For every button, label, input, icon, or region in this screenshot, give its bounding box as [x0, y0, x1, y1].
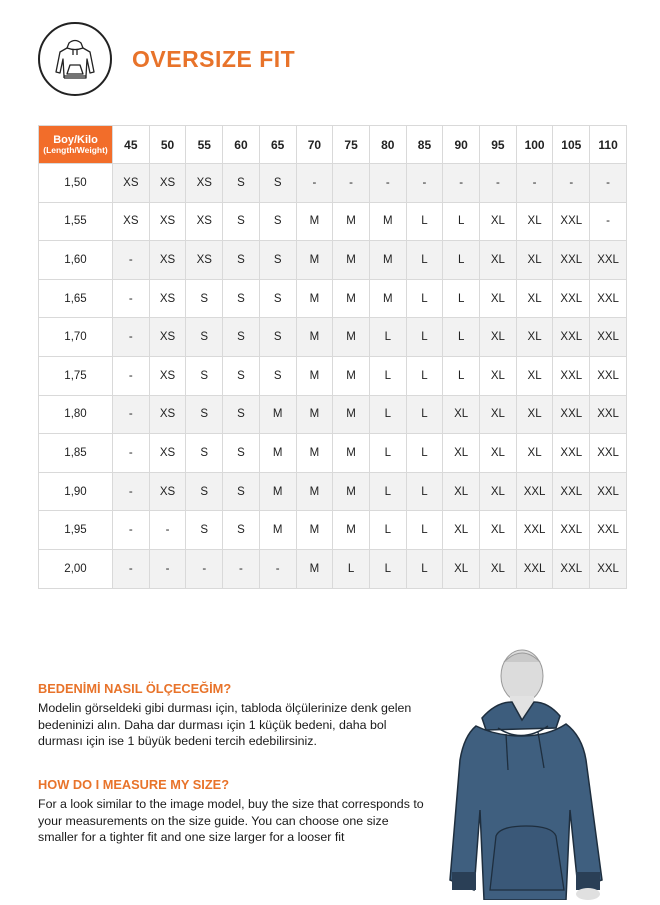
- size-cell: XL: [516, 279, 553, 318]
- size-cell: S: [186, 395, 223, 434]
- size-cell: S: [259, 202, 296, 241]
- size-cell: XXL: [590, 511, 627, 550]
- size-cell: -: [590, 202, 627, 241]
- size-cell: M: [333, 202, 370, 241]
- weight-header: 80: [369, 126, 406, 164]
- size-cell: XL: [516, 318, 553, 357]
- size-cell: XXL: [553, 279, 590, 318]
- size-cell: M: [259, 434, 296, 473]
- table-row: [39, 395, 627, 434]
- size-cell: XXL: [590, 318, 627, 357]
- size-cell: -: [113, 472, 150, 511]
- size-cell: XL: [480, 511, 517, 550]
- size-cell: XL: [516, 434, 553, 473]
- size-cell: L: [443, 241, 480, 280]
- size-cell: XXL: [553, 356, 590, 395]
- size-cell: XXL: [590, 549, 627, 588]
- size-cell: L: [406, 318, 443, 357]
- table-row: [39, 472, 627, 511]
- size-cell: XS: [149, 434, 186, 473]
- size-cell: M: [296, 356, 333, 395]
- size-cell: XS: [149, 164, 186, 203]
- size-cell: S: [259, 279, 296, 318]
- size-cell: L: [369, 472, 406, 511]
- table-row: [39, 241, 627, 280]
- size-cell: XS: [149, 318, 186, 357]
- size-cell: S: [223, 279, 260, 318]
- size-cell: M: [333, 318, 370, 357]
- size-cell: L: [406, 434, 443, 473]
- size-cell: -: [186, 549, 223, 588]
- size-cell: XL: [480, 395, 517, 434]
- size-cell: L: [369, 318, 406, 357]
- size-cell: M: [333, 356, 370, 395]
- size-cell: M: [296, 511, 333, 550]
- size-cell: L: [369, 395, 406, 434]
- size-cell: -: [223, 549, 260, 588]
- size-cell: XL: [480, 434, 517, 473]
- size-cell: XXL: [516, 472, 553, 511]
- size-cell: M: [369, 241, 406, 280]
- size-cell: -: [516, 164, 553, 203]
- size-cell: S: [223, 356, 260, 395]
- size-cell: -: [149, 511, 186, 550]
- size-cell: S: [259, 318, 296, 357]
- size-cell: S: [186, 279, 223, 318]
- guide-heading-tr: BEDENİMİ NASIL ÖLÇECEĞİM?: [38, 681, 232, 696]
- table-row: [39, 279, 627, 318]
- table-header-row: [39, 126, 627, 164]
- size-cell: S: [223, 511, 260, 550]
- size-cell: -: [113, 279, 150, 318]
- size-cell: M: [296, 472, 333, 511]
- size-cell: XXL: [553, 241, 590, 280]
- size-cell: -: [113, 241, 150, 280]
- size-cell: XS: [149, 279, 186, 318]
- size-cell: -: [333, 164, 370, 203]
- size-cell: XXL: [590, 434, 627, 473]
- size-cell: XS: [149, 356, 186, 395]
- size-cell: XL: [443, 434, 480, 473]
- size-cell: XL: [516, 241, 553, 280]
- height-label: 2,00: [39, 549, 113, 588]
- size-cell: L: [406, 549, 443, 588]
- size-cell: M: [296, 202, 333, 241]
- weight-header: 85: [406, 126, 443, 164]
- size-cell: XXL: [553, 202, 590, 241]
- size-cell: S: [186, 511, 223, 550]
- hoodie-logo: [38, 22, 112, 96]
- weight-header: 95: [480, 126, 517, 164]
- size-cell: L: [406, 472, 443, 511]
- size-cell: -: [149, 549, 186, 588]
- size-cell: L: [443, 318, 480, 357]
- guide-heading-en: HOW DO I MEASURE MY SIZE?: [38, 777, 230, 792]
- size-cell: S: [259, 356, 296, 395]
- size-cell: -: [296, 164, 333, 203]
- size-cell: -: [113, 395, 150, 434]
- size-cell: XXL: [553, 318, 590, 357]
- size-cell: L: [369, 356, 406, 395]
- height-label: 1,70: [39, 318, 113, 357]
- size-cell: M: [333, 511, 370, 550]
- weight-header: 75: [333, 126, 370, 164]
- size-cell: S: [186, 318, 223, 357]
- size-cell: XS: [186, 202, 223, 241]
- size-cell: XXL: [590, 241, 627, 280]
- size-cell: -: [113, 511, 150, 550]
- height-label: 1,95: [39, 511, 113, 550]
- size-cell: XL: [443, 395, 480, 434]
- size-cell: XXL: [553, 511, 590, 550]
- size-cell: L: [443, 202, 480, 241]
- model-illustration: [436, 640, 636, 900]
- size-cell: XXL: [516, 549, 553, 588]
- size-cell: L: [406, 356, 443, 395]
- corner-label: Boy/Kilo: [53, 133, 98, 146]
- size-cell: S: [223, 164, 260, 203]
- table-row: [39, 318, 627, 357]
- size-cell: S: [259, 164, 296, 203]
- height-label: 1,55: [39, 202, 113, 241]
- size-cell: M: [296, 549, 333, 588]
- size-cell: XS: [113, 164, 150, 203]
- size-cell: XL: [480, 356, 517, 395]
- size-cell: -: [259, 549, 296, 588]
- size-cell: L: [406, 202, 443, 241]
- size-cell: M: [296, 318, 333, 357]
- size-cell: XS: [149, 202, 186, 241]
- size-cell: XL: [443, 472, 480, 511]
- size-cell: -: [443, 164, 480, 203]
- size-cell: XS: [113, 202, 150, 241]
- weight-header: 50: [149, 126, 186, 164]
- size-cell: S: [186, 472, 223, 511]
- size-cell: M: [333, 472, 370, 511]
- size-cell: -: [553, 164, 590, 203]
- weight-header: 70: [296, 126, 333, 164]
- size-cell: L: [406, 395, 443, 434]
- size-cell: XL: [516, 395, 553, 434]
- size-cell: -: [113, 549, 150, 588]
- size-cell: -: [480, 164, 517, 203]
- size-cell: XL: [480, 549, 517, 588]
- size-cell: XS: [149, 395, 186, 434]
- corner-header: [39, 126, 113, 164]
- size-cell: S: [223, 202, 260, 241]
- table-row: [39, 511, 627, 550]
- size-cell: M: [369, 279, 406, 318]
- size-cell: S: [223, 434, 260, 473]
- model-hoodie-image: [436, 640, 636, 900]
- size-cell: -: [113, 318, 150, 357]
- size-cell: XL: [480, 202, 517, 241]
- guide-body-en: For a look similar to the image model, buy the size that corresponds to your measurements on the size guide. You can choose one size smaller for a tighter fit and one size larger for a looser fit: [38, 797, 424, 845]
- size-cell: L: [443, 356, 480, 395]
- height-label: 1,90: [39, 472, 113, 511]
- size-cell: XL: [516, 202, 553, 241]
- size-cell: XS: [149, 241, 186, 280]
- size-cell: S: [186, 356, 223, 395]
- size-cell: L: [369, 511, 406, 550]
- size-cell: -: [369, 164, 406, 203]
- height-label: 1,85: [39, 434, 113, 473]
- size-cell: -: [406, 164, 443, 203]
- guide-body-tr: Modelin görseldeki gibi durması için, tabloda ölçülerinize denk gelen bedeninizi alın. Daha dar durması için 1 küçük bedeni, daha bol durması için ise 1 büyük bedeni tercih edebilirsiniz.: [38, 701, 412, 749]
- size-cell: M: [296, 279, 333, 318]
- size-cell: L: [369, 549, 406, 588]
- size-cell: M: [296, 395, 333, 434]
- size-cell: -: [590, 164, 627, 203]
- size-cell: S: [259, 241, 296, 280]
- weight-header: 65: [259, 126, 296, 164]
- table-row: [39, 164, 627, 203]
- size-cell: XL: [443, 511, 480, 550]
- size-cell: XXL: [590, 356, 627, 395]
- weight-header: 100: [516, 126, 553, 164]
- size-cell: XXL: [590, 395, 627, 434]
- weight-header: 45: [113, 126, 150, 164]
- size-cell: M: [296, 434, 333, 473]
- weight-header: 55: [186, 126, 223, 164]
- size-cell: M: [259, 395, 296, 434]
- size-cell: L: [443, 279, 480, 318]
- size-cell: L: [333, 549, 370, 588]
- table-row: [39, 549, 627, 588]
- size-cell: S: [223, 395, 260, 434]
- size-cell: M: [296, 241, 333, 280]
- size-cell: XXL: [553, 434, 590, 473]
- size-cell: M: [333, 241, 370, 280]
- size-cell: XS: [186, 164, 223, 203]
- table-row: [39, 434, 627, 473]
- size-cell: S: [186, 434, 223, 473]
- size-chart-table: [38, 125, 627, 589]
- height-label: 1,80: [39, 395, 113, 434]
- weight-header: 60: [223, 126, 260, 164]
- size-cell: XL: [516, 356, 553, 395]
- size-cell: -: [113, 356, 150, 395]
- weight-header: 110: [590, 126, 627, 164]
- size-cell: XXL: [553, 472, 590, 511]
- table-row: [39, 202, 627, 241]
- size-cell: M: [333, 434, 370, 473]
- size-cell: M: [259, 511, 296, 550]
- size-cell: L: [369, 434, 406, 473]
- size-cell: S: [223, 472, 260, 511]
- size-cell: S: [223, 241, 260, 280]
- size-cell: M: [333, 395, 370, 434]
- height-label: 1,60: [39, 241, 113, 280]
- weight-header: 105: [553, 126, 590, 164]
- height-label: 1,65: [39, 279, 113, 318]
- size-cell: S: [223, 318, 260, 357]
- size-cell: XXL: [590, 279, 627, 318]
- size-cell: XL: [480, 241, 517, 280]
- weight-header: 90: [443, 126, 480, 164]
- size-cell: XL: [480, 318, 517, 357]
- size-cell: XL: [480, 472, 517, 511]
- size-cell: L: [406, 511, 443, 550]
- size-cell: XXL: [553, 395, 590, 434]
- size-cell: L: [406, 241, 443, 280]
- size-cell: XS: [149, 472, 186, 511]
- size-cell: XXL: [590, 472, 627, 511]
- height-label: 1,50: [39, 164, 113, 203]
- size-cell: M: [259, 472, 296, 511]
- size-cell: M: [369, 202, 406, 241]
- height-label: 1,75: [39, 356, 113, 395]
- size-cell: XL: [443, 549, 480, 588]
- corner-sublabel: (Length/Weight): [43, 144, 108, 155]
- size-cell: M: [333, 279, 370, 318]
- size-cell: L: [406, 279, 443, 318]
- size-cell: XXL: [553, 549, 590, 588]
- table-row: [39, 356, 627, 395]
- size-cell: -: [113, 434, 150, 473]
- hoodie-icon: [50, 34, 100, 84]
- size-cell: XL: [480, 279, 517, 318]
- size-cell: XXL: [516, 511, 553, 550]
- page-title: OVERSIZE FIT: [132, 46, 296, 72]
- size-cell: XS: [186, 241, 223, 280]
